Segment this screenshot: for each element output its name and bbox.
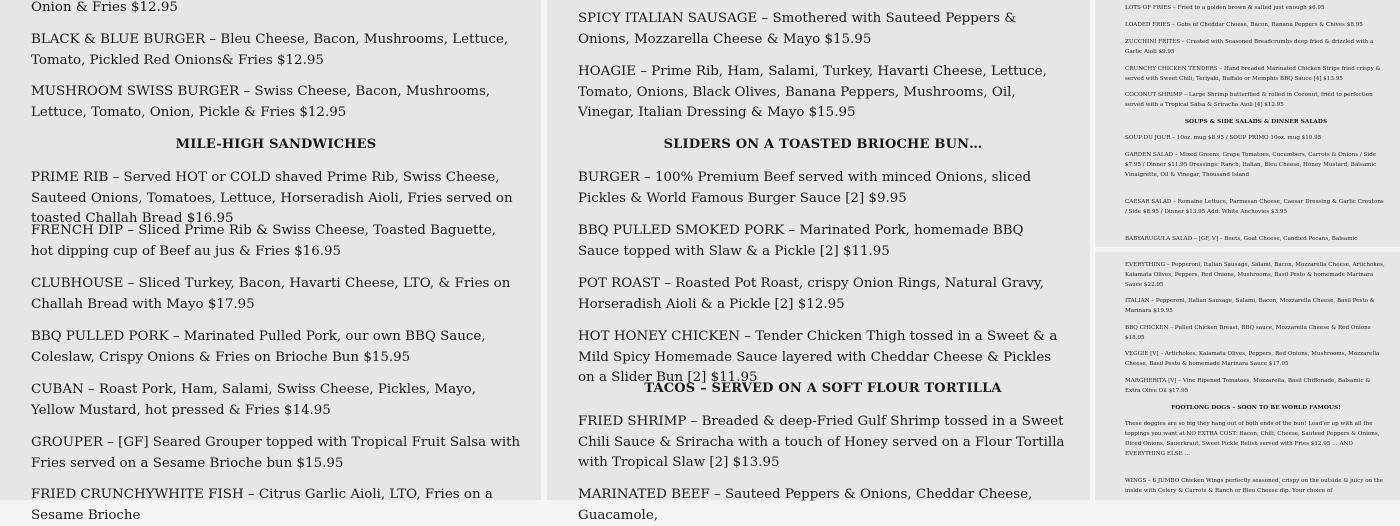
- menu-page-middle: [547, 0, 1090, 523]
- menu-item: FRIED SHRIMP – Breaded & deep-Fried Gulf Shrimp tossed in a Sweet Chili Sauce & Sriracha with a touch of Honey served on a Flour Tortilla with Tropical Slaw [2] $13.95: [578, 414, 1065, 470]
- menu-item: SOUP DU JOUR – 10oz. mug $8.95 / SOUP PRIMO 10oz. mug $10.95: [1125, 135, 1322, 141]
- section-heading: FOOTLONG DOGS – SOON TO BE WORLD FAMOUS!: [1171, 405, 1341, 411]
- menu-item: SPICY ITALIAN SAUSAGE – Smothered with Sauteed Peppers & Onions, Mozzarella Cheese & Mayo $15.95: [578, 11, 1017, 47]
- menu-item: ITALIAN – Pepperoni, Italian Sausage, Salami, Bacon, Mozzarella Cheese, Basil Pesto & Marinara $19.95: [1125, 298, 1375, 314]
- menu-item: COCONUT SHRIMP – Large Shrimp butterflied & rolled in Coconut, fried to perfection served with a Tropical Salsa & Sriracha Aioli [4] $12.95: [1125, 92, 1373, 108]
- menu-page-left: [0, 0, 541, 523]
- menu-item: GARDEN SALAD – Mixed Greens, Grape Tomatoes, Cucumbers, Carrots & Onions / Side $7.95 / Dinner $11.95 Dressings: Ranch, Italian, Bleu Cheese, Honey Mustard, Balsamic Vinaigrette, Oil & Vinegar, Thousand Island: [1125, 152, 1377, 178]
- menu-item: FRIED CRUNCHYWHITE FISH – Citrus Garlic Aioli, LTO, Fries on a Sesame Brioche: [31, 487, 493, 523]
- menu-item: LOTS OF FRIES – Fried to a golden brown & salted just enough $6.95: [1125, 5, 1325, 11]
- menu-item: WINGS – 6 JUMBO Chicken Wings perfectly seasoned, crispy on the outside & juicy on the inside with Celery & Carrots & Ranch or Bleu Cheese dip. Your choice of: [1125, 478, 1384, 494]
- menu-item: BBQ CHICKEN – Pulled Chicken Breast, BBQ sauce, Mozzarella Cheese & Red Onions $18.95: [1125, 325, 1371, 341]
- menu-item: CAESAR SALAD – Romaine Lettuce, Parmesan Cheese, Caesar Dressing & Garlic Croutons / Side $8.95 / Dinner $13.95 Add: White Anchovies $3.95: [1125, 199, 1384, 215]
- menu-item: BURGER – 100% Premium Beef served with minced Onions, sliced Pickles & World Famous Burger Sauce [2] $9.95: [578, 170, 1032, 206]
- section-heading: SOUPS & SIDE SALADS & DINNER SALADS: [1184, 119, 1328, 125]
- menu-item: BBQ PULLED PORK – Marinated Pulled Pork, our own BBQ Sauce, Coleslaw, Crispy Onions & Fries on Brioche Bun $15.95: [31, 329, 486, 365]
- section-heading: TACOS – SERVED ON A SOFT FLOUR TORTILLA: [644, 381, 1002, 396]
- menu-item: PRIME RIB – Served HOT or COLD shaved Prime Rib, Swiss Cheese, Sauteed Onions, Tomatoes, Lettuce, Horseradish Aioli, Fries served on toasted Challah Bread $16.95: [31, 170, 513, 226]
- menu-item: CRUNCHY CHICKEN TENDERS – Hand breaded Marinated Chicken Strips fried crispy & served with Sweet Chili, Teriyaki, Buffalo or Memphis BBQ Sauce [4] $13.95: [1125, 66, 1381, 82]
- menu-item: BABYARUGULA SALAD – [GF, V] – Beets, Goat Cheese, Candied Pecans, Balsamic: [1125, 236, 1358, 242]
- menu-item: POT ROAST – Roasted Pot Roast, crispy Onion Rings, Natural Gravy, Horseradish Aioli & a Pickle [2] $12.95: [578, 276, 1044, 312]
- menu-item: VEGGIE [V] – Artichokes, Kalamata Olives, Peppers, Red Onions, Mushrooms, Mozzarella Cheese, Basil Pesto & homemade Marinara Sauce $17.95: [1125, 351, 1380, 367]
- menu-item: HOAGIE – Prime Rib, Ham, Salami, Turkey, Havarti Cheese, Lettuce, Tomato, Onions, Black Olives, Banana Peppers, Mushrooms, Oil, Vinegar, Italian Dressing & Mayo $15.95: [578, 64, 1047, 120]
- menu-item: MUSHROOM SWISS BURGER – Swiss Cheese, Bacon, Mushrooms, Lettuce, Tomato, Onion, Pickle & Fries $12.95: [31, 84, 491, 120]
- menu-item: HOT HONEY CHICKEN – Tender Chicken Thigh tossed in a Sweet & a Mild Spicy Homemade Sauce layered with Cheddar Cheese & Pickles on a Slider Bun [2] $11.95: [578, 329, 1058, 385]
- menu-item: LOADED FRIES – Gobs of Cheddar Cheese, Bacon, Banana Peppers & Chives $8.95: [1125, 22, 1363, 28]
- menu-item: Onion & Fries $12.95: [31, 0, 178, 15]
- menu-item: FRENCH DIP – Sliced Prime Rib & Swiss Cheese, Toasted Baguette, hot dipping cup of Beef au jus & Fries $16.95: [31, 223, 496, 259]
- menu-item: MARGHERITA [V] – Vine Ripened Tomatoes, Mozzarella, Basil Chiffonade, Balsamic & Extra Olive Oil $17.95: [1125, 378, 1371, 394]
- section-heading: MILE-HIGH SANDWICHES: [175, 137, 377, 152]
- menu-item: GROUPER – [GF] Seared Grouper topped with Tropical Fruit Salsa with Fries served on a Sesame Brioche bun $15.95: [31, 435, 521, 471]
- menu-item: ZUCCHINI FRITES – Crusted with Seasoned Breadcrumbs deep fried & drizzled with a Garlic Aioli $9.95: [1125, 39, 1374, 55]
- menu-thumbnail-bottom: [1095, 252, 1400, 500]
- menu-thumbnail-top: [1095, 0, 1400, 247]
- menu-item: EVERYTHING – Pepperoni, Italian Sausage, Salami, Bacon, Mozzarella Cheese, Artichokes, Kalamata Olives, Peppers, Red Onions, Mushrooms, Basil Pesto & homemade Marinara Sauce $22.95: [1125, 262, 1385, 288]
- menu-item: CLUBHOUSE – Sliced Turkey, Bacon, Havarti Cheese, LTO, & Fries on Challah Bread with Mayo $17.95: [31, 276, 511, 312]
- menu-item: BBQ PULLED SMOKED PORK – Marinated Pork, homemade BBQ Sauce topped with Slaw & a Pickle [2] $11.95: [578, 223, 1024, 259]
- menu-item: CUBAN – Roast Pork, Ham, Salami, Swiss Cheese, Pickles, Mayo, Yellow Mustard, hot pressed & Fries $14.95: [31, 382, 476, 418]
- menu-item: MARINATED BEEF – Sauteed Peppers & Onions, Cheddar Cheese, Guacamole,: [578, 487, 1033, 523]
- menu-item: These doggies are so big they hang out of both ends of the bun! Load'er up with all the toppings you want at NO EXTRA COST: Bacon, Chili, Cheese, Sauteed Peppers & Onions, Diced Onions, Sauerkraut, Sweet Pickle Relish served with Fries $12.95 … AND EVERYTHING ELSE …: [1125, 421, 1380, 457]
- section-heading: SLIDERS ON A TOASTED BRIOCHE BUN…: [663, 137, 983, 152]
- menu-item: BLACK & BLUE BURGER – Bleu Cheese, Bacon, Mushrooms, Lettuce, Tomato, Pickled Red Onions& Fries $12.95: [31, 32, 509, 68]
